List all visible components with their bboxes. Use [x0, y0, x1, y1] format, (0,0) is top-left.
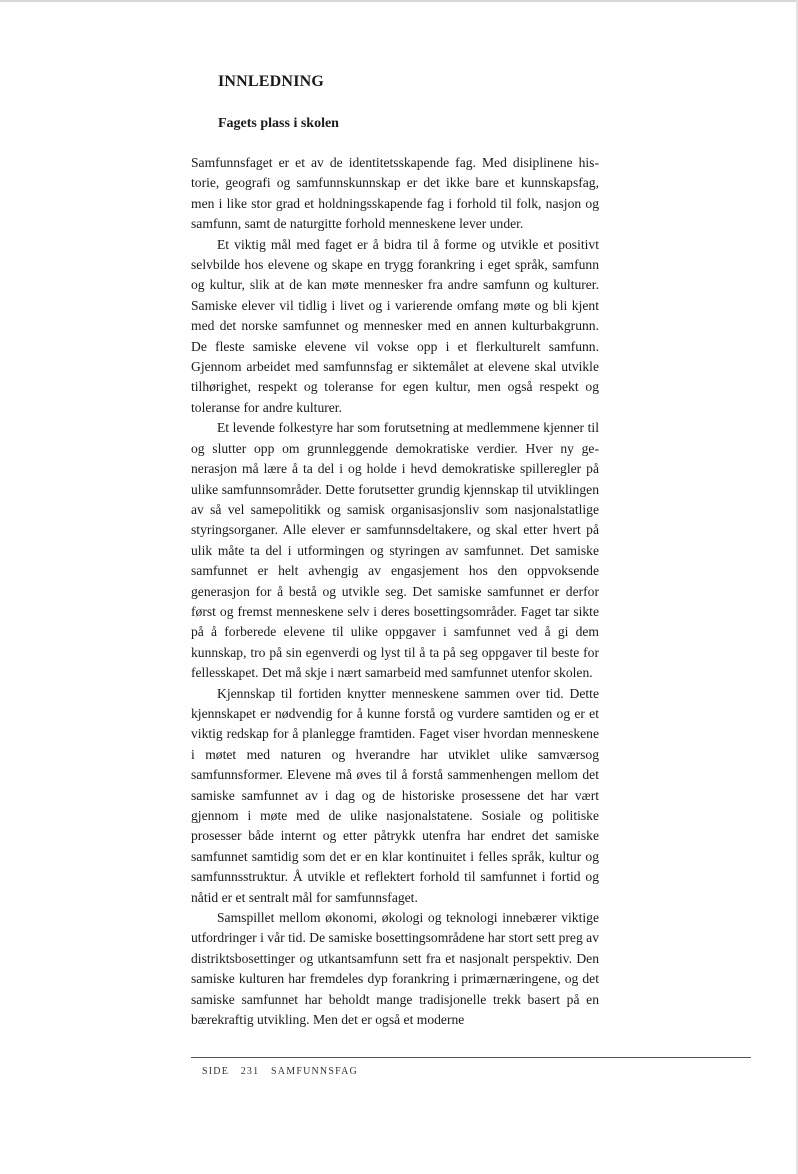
paragraph: Et levende folkestyre har som forutsetning at medlemmene kjenner til og slutter opp om grunnleggende demokratiske verdier. Hver ny generasjon må lære å ta del i og holde i hevd demokratiske spilleregler på ulike samfunnsområder. Dette forutsetter grundig kjennskap til utviklingen av så vel samepolitikk og samisk organisasjonsliv som nasjonalstatlige styringsorganer. Alle elever er samfunnsdeltakere, og skal etter hvert på ulik måte ta del i utformingen og styringen av samfunnet. Det samiske samfunnet er helt avhengig av engasjement hos den oppvoksende generasjon for å bestå og utvikle seg. Det samiske samfunnet er derfor først og fremst menneskene selv i deres bosettingsområder. Faget tar sikte på å forberede elevene til ulike oppgaver i samfunnet ved å gi dem kunnskap, tro på sin egenverdi og lyst til å ta på seg oppgaver til beste for fellesskapet. Det må skje i nært samarbeid med samfunnet utenfor skolen. — [191, 420, 599, 681]
page-footer — [202, 1066, 366, 1077]
body-text — [191, 153, 599, 1030]
page-top-edge — [0, 0, 798, 2]
paragraph: Samfunnsfaget er et av de identitetsskapende fag. Med disiplinene historie, geografi og samfunnskunnskap er det ikke bare et kunnskapsfag, men i like stor grad et holdningsskapende fag i forhold til folk, nasjon og samfunn, samt de naturgitte forhold menneskene lever under. — [191, 155, 599, 232]
paragraph: Et viktig mål med faget er å bidra til å forme og utvikle et positivt selvbilde hos elevene og skape en trygg forankring i eget språk, samfunn og kultur, slik at de kan møte mennesker fra andre samfunn og kulturer. Samiske elever vil tidlig i livet og i varierende omfang møte og bli kjent med det norske samfunnet og mennesker med en annen kulturbakgrunn. De fleste samiske elevene vil vokse opp i et flerkulturelt samfunn. Gjennom arbeidet med samfunnsfag er siktemålet at elevene skal utvikle tilhørighet, respekt og toleranse for egen kultur, men også respekt og toleranse for andre kulturer. — [191, 236, 599, 415]
section-heading: INNLEDNING — [218, 73, 325, 90]
paragraph: Samspillet mellom økonomi, økologi og teknologi innebærer viktige utfordringer i vår tid. De samiske bosettingsområdene har stort sett preg av distriktsbosettinger og utkantsamfunn sett fra et nasjonalt perspektiv. Den samiske kulturen har fremdeles dyp forankring i primærnæringene, og det samiske samfunnet har beholdt mange tradisjonelle trekk basert på en bærekraftig utvikling. Men det er også et moderne — [191, 910, 599, 1028]
footer-divider — [191, 1057, 751, 1058]
footer-subject: SAMFUNNSFAG — [271, 1066, 358, 1077]
footer-label: SIDE — [202, 1066, 230, 1077]
sub-heading: Fagets plass i skolen — [218, 116, 339, 131]
page-number: 231 — [240, 1066, 260, 1077]
paragraph: Kjennskap til fortiden knytter menneskene sammen over tid. Dette kjennskapet er nødvendig for å kunne forstå og vurdere samtiden og er et viktig redskap for å planlegge framtiden. Faget viser hvordan menneskene i møtet med naturen og hverandre har utviklet ulike samværsog samfunnsformer. Elevene må øves til å forstå sammenhengen mellom det samiske samfunnet av i dag og de historiske prosessene det har vært gjennom i møte med de ulike nasjonalstatene. Sosiale og politiske prosesser både internt og etter påtrykk utenfra har endret det samiske samfunnet samtidig som det er en klar kontinuitet i felles språk, kultur og samfunnsstruktur. Å utvikle et reflektert forhold til samfunnet i fortid og nåtid er et sentralt mål for samfunnsfaget. — [191, 685, 599, 905]
